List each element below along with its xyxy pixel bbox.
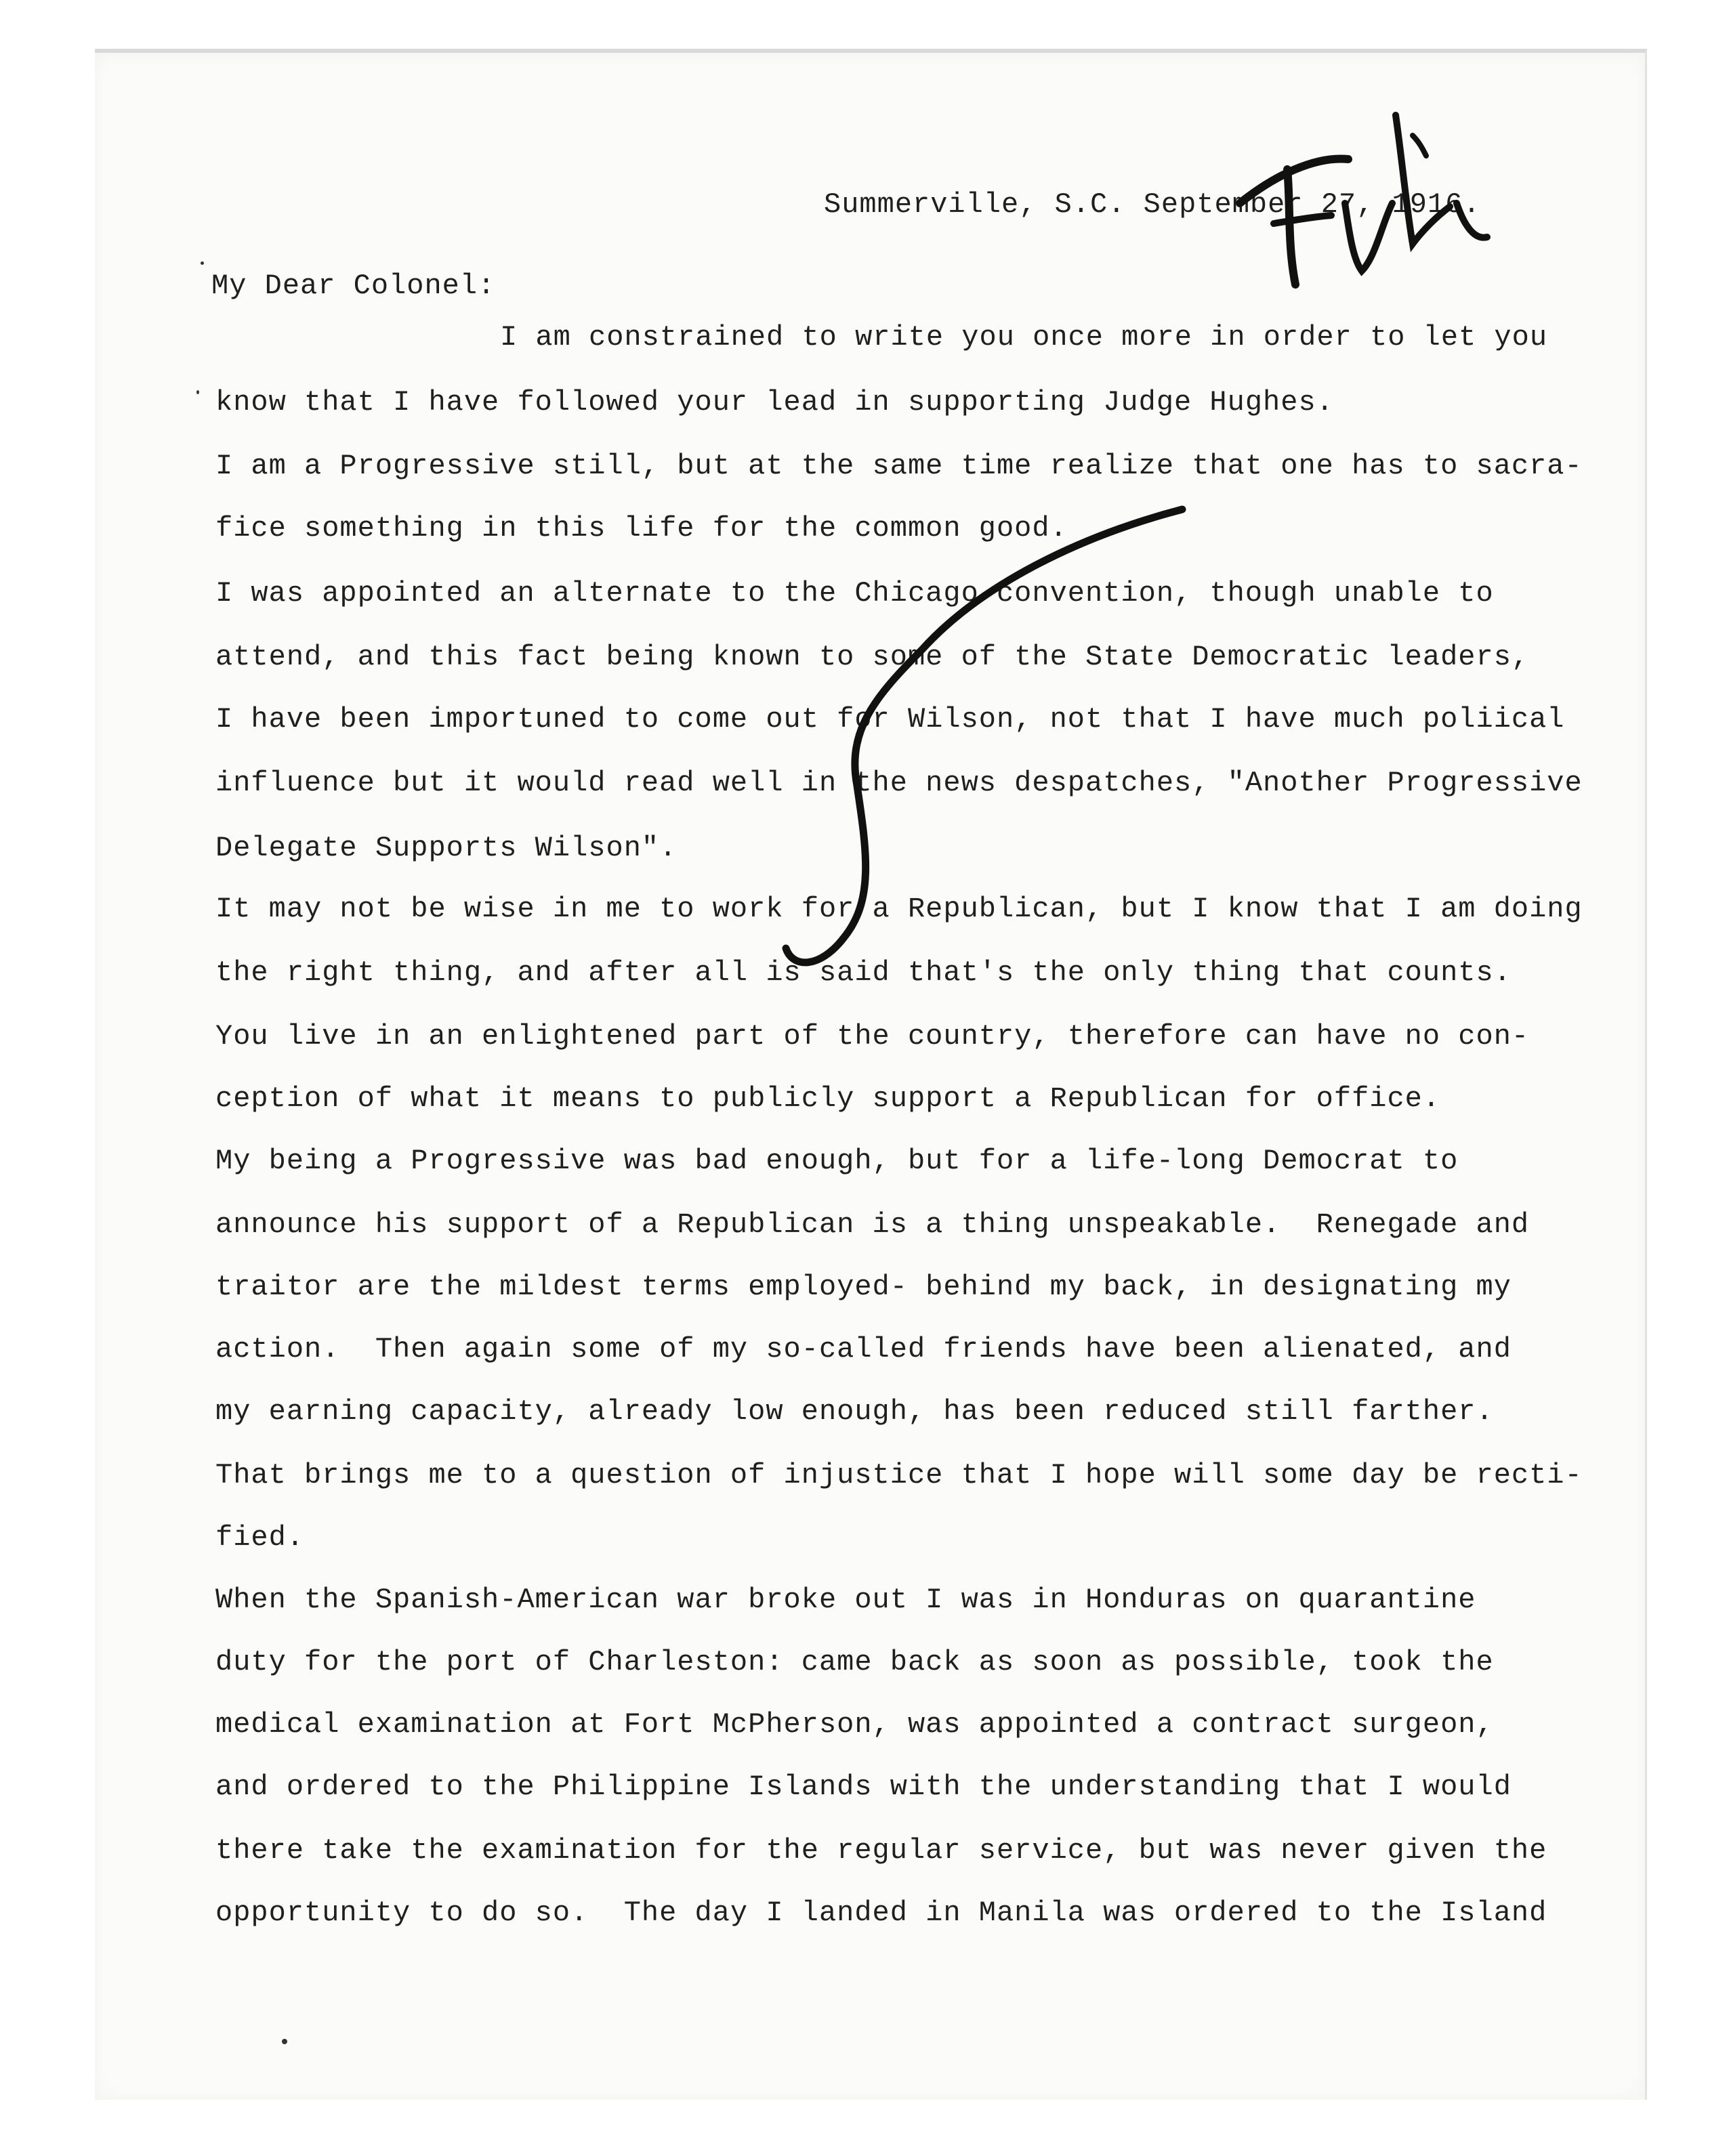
body-line: the right thing, and after all is said that's the only thing that counts.	[215, 956, 1512, 989]
body-line: fied.	[215, 1521, 305, 1554]
body-line: I am constrained to write you once more in order to let you	[500, 321, 1548, 354]
scan-speck	[201, 261, 204, 265]
body-line: You live in an enlightened part of the country, therefore can have no con-	[215, 1020, 1530, 1053]
body-line: I have been importuned to come out for Wilson, not that I have much poliical	[215, 703, 1565, 736]
body-line: opportunity to do so. The day I landed in Manila was ordered to the Island	[215, 1897, 1547, 1929]
body-line: my earning capacity, already low enough, has been reduced still farther.	[215, 1395, 1494, 1428]
body-line: know that I have followed your lead in supporting Judge Hughes.	[215, 386, 1334, 419]
body-line: attend, and this fact being known to some of the State Democratic leaders,	[215, 641, 1530, 673]
body-line: I was appointed an alternate to the Chicago convention, though unable to	[215, 577, 1494, 610]
scan-speck	[282, 2039, 287, 2044]
body-line: I am a Progressive still, but at the same time realize that one has to sacra-	[215, 450, 1583, 482]
body-line: fice something in this life for the common good.	[215, 512, 1068, 545]
body-line: My being a Progressive was bad enough, but for a life-long Democrat to	[215, 1145, 1459, 1177]
scan-speck	[196, 390, 199, 394]
body-line: there take the examination for the regular service, but was never given the	[215, 1834, 1547, 1867]
body-line: action. Then again some of my so-called friends have been alienated, and	[215, 1333, 1512, 1366]
body-line: That brings me to a question of injustice that I hope will some day be recti-	[215, 1459, 1583, 1492]
body-line: announce his support of a Republican is a thing unspeakable. Renegade and	[215, 1208, 1530, 1241]
body-line: Delegate Supports Wilson".	[215, 832, 678, 864]
salutation: My Dear Colonel:	[211, 270, 496, 302]
body-line: traitor are the mildest terms employed- behind my back, in designating my	[215, 1271, 1512, 1303]
place-date-line: Summerville, S.C. September 27, 1916.	[824, 188, 1481, 221]
body-line: medical examination at Fort McPherson, was appointed a contract surgeon,	[215, 1708, 1494, 1741]
body-line: ception of what it means to publicly support a Republican for office.	[215, 1082, 1441, 1115]
body-line: When the Spanish-American war broke out I was in Honduras on quarantine	[215, 1584, 1476, 1616]
body-line: duty for the port of Charleston: came back as soon as possible, took the	[215, 1646, 1494, 1678]
body-line: and ordered to the Philippine Islands with the understanding that I would	[215, 1771, 1512, 1803]
body-line: influence but it would read well in the news despatches, "Another Progressive	[215, 767, 1583, 799]
body-line: It may not be wise in me to work for a Republican, but I know that I am doing	[215, 893, 1583, 925]
